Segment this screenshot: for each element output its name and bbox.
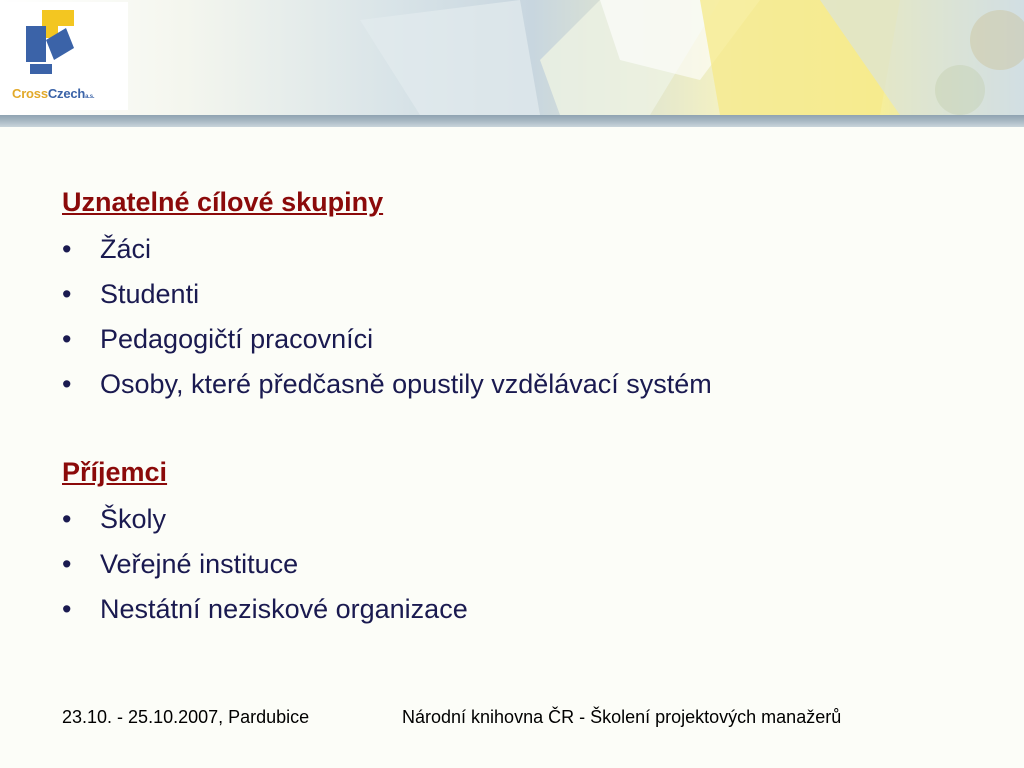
crossczech-logo-icon — [2, 2, 128, 84]
target-groups-list — [62, 227, 962, 407]
logo-wordmark — [12, 86, 94, 101]
footer-date-place: 23.10. - 25.10.2007, Pardubice — [62, 707, 310, 727]
section-heading-target-groups: Uznatelné cílové skupiny — [62, 187, 384, 217]
header-decoration — [0, 0, 1024, 115]
logo-text-cross: Cross — [12, 86, 48, 101]
list-item: • Pedagogičtí pracovníci — [62, 317, 962, 362]
logo-text-suffix: a.s. — [85, 94, 95, 100]
logo-text-czech: Czech — [47, 86, 86, 101]
slide-content — [62, 182, 962, 632]
recipients-list — [62, 497, 962, 632]
list-item: • Školy — [62, 497, 962, 542]
section-heading-recipients: Příjemci — [62, 457, 168, 487]
list-item: • Nestátní neziskové organizace — [62, 587, 962, 632]
list-item: • Žáci — [62, 227, 962, 272]
logo — [2, 2, 128, 110]
list-item: • Osoby, které předčasně opustily vzdělávací systém — [62, 362, 962, 407]
footer-event: Národní knihovna ČR - Školení projektových manažerů — [402, 707, 842, 727]
list-item: • Studenti — [62, 272, 962, 317]
header-divider — [0, 115, 1024, 127]
list-item: • Veřejné instituce — [62, 542, 962, 587]
header-banner — [0, 0, 1024, 115]
